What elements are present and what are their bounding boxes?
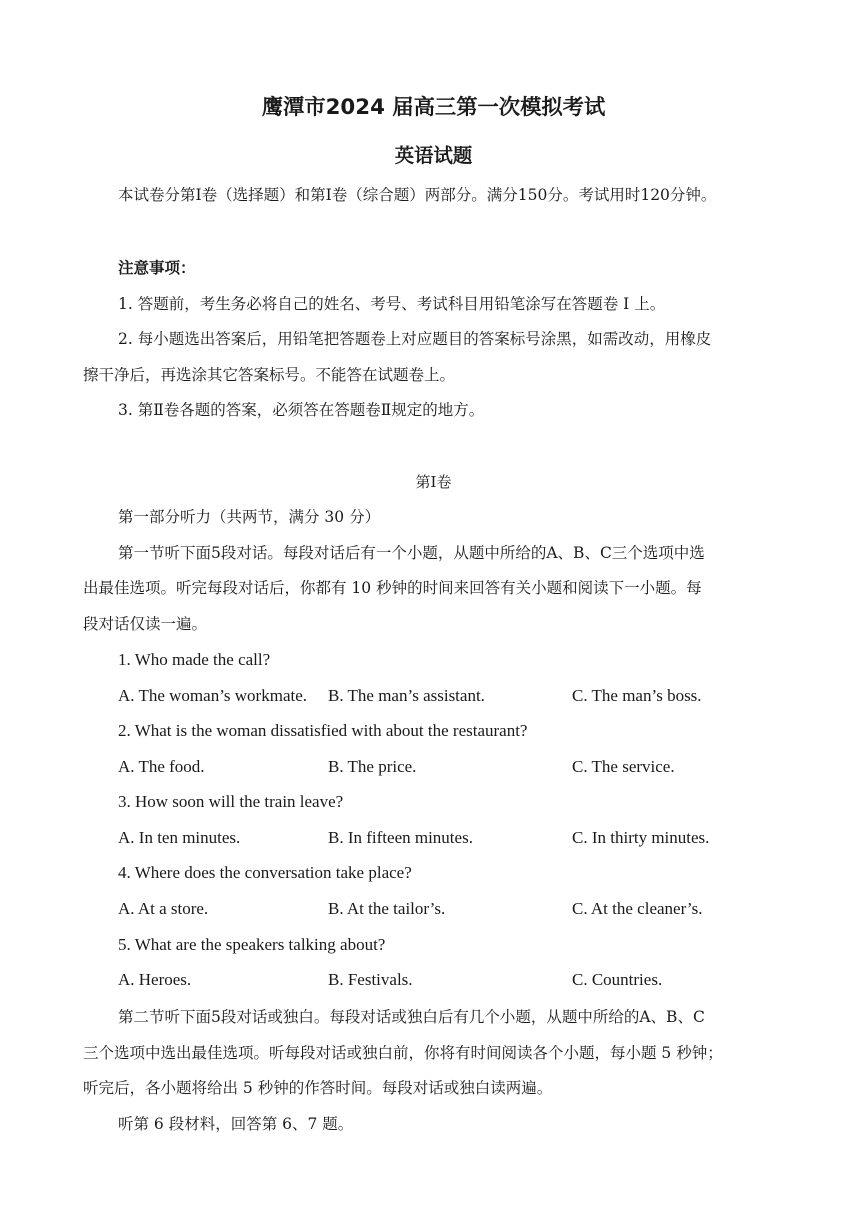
volume-label: 第I卷: [415, 473, 452, 491]
notes-heading: 注意事项：: [118, 259, 196, 277]
section1-instruction-line-1: 第一节听下面5段对话。每段对话后有一个小题，从题中所给的A、B、C三个选项中选: [118, 544, 705, 562]
exam-title: 鹰潭市2024 届高三第一次模拟考试: [261, 95, 606, 120]
section1-instruction-line-3: 段对话仅读一遍。: [83, 615, 208, 633]
note-item-3: 3. 第Ⅱ卷各题的答案，必须答在答题卷Ⅱ规定的地方。: [118, 401, 485, 419]
question-1-option-a: A. The woman’s workmate.: [118, 686, 308, 705]
question-5-option-a: A. Heroes.: [118, 970, 192, 989]
note-item-2-line-1: 2. 每小题选出答案后，用铅笔把答题卷上对应题目的答案标号涂黑，如需改动，用橡皮: [118, 330, 712, 348]
part1-heading: 第一部分听力（共两节，满分 30 分）: [118, 508, 381, 526]
exam-intro: 本试卷分第I卷（选择题）和第I卷（综合题）两部分。满分150分。考试用时120分钟。: [118, 186, 717, 204]
question-5-option-b: B. Festivals.: [328, 970, 413, 989]
question-1-option-c: C. The man’s boss.: [572, 686, 702, 705]
question-3-option-a: A. In ten minutes.: [118, 828, 241, 847]
section1-instruction-line-2: 出最佳选项。听完每段对话后，你都有 10 秒钟的时间来回答有关小题和阅读下一小题。每: [83, 579, 702, 597]
question-2-option-c: C. The service.: [572, 757, 675, 776]
exam-subtitle: 英语试题: [394, 144, 473, 167]
question-3-option-c: C. In thirty minutes.: [572, 828, 710, 847]
question-5-option-c: C. Countries.: [572, 970, 663, 989]
section2-instruction-line-3: 听完后，各小题将给出 5 秒钟的作答时间。每段对话或独白读两遍。: [83, 1079, 553, 1097]
question-3-text: 3. How soon will the train leave?: [118, 792, 344, 811]
note-item-1: 1. 答题前，考生务必将自己的姓名、考号、考试科目用铅笔涂写在答题卷 I 上。: [118, 295, 666, 313]
section2-material-prompt: 听第 6 段材料，回答第 6、7 题。: [118, 1115, 354, 1133]
question-2-option-a: A. The food.: [118, 757, 205, 776]
question-4-text: 4. Where does the conversation take place?: [118, 863, 412, 882]
section2-instruction-line-2: 三个选项中选出最佳选项。听每段对话或独白前，你将有时间阅读各个小题，每小题 5 秒钟；: [83, 1044, 723, 1062]
question-4-option-b: B. At the tailor’s.: [328, 899, 446, 918]
question-2-option-b: B. The price.: [328, 757, 417, 776]
section2-instruction-line-1: 第二节听下面5段对话或独白。每段对话或独白后有几个小题，从题中所给的A、B、C: [118, 1008, 705, 1026]
question-4-option-c: C. At the cleaner’s.: [572, 899, 703, 918]
question-5-text: 5. What are the speakers talking about?: [118, 935, 386, 954]
question-1-option-b: B. The man’s assistant.: [328, 686, 485, 705]
question-3-option-b: B. In fifteen minutes.: [328, 828, 473, 847]
note-item-2-line-2: 擦干净后，再选涂其它答案标号。不能答在试题卷上。: [83, 366, 456, 384]
question-4-option-a: A. At a store.: [118, 899, 209, 918]
question-1-text: 1. Who made the call?: [118, 650, 271, 669]
question-2-text: 2. What is the woman dissatisfied with about the restaurant?: [118, 721, 528, 740]
